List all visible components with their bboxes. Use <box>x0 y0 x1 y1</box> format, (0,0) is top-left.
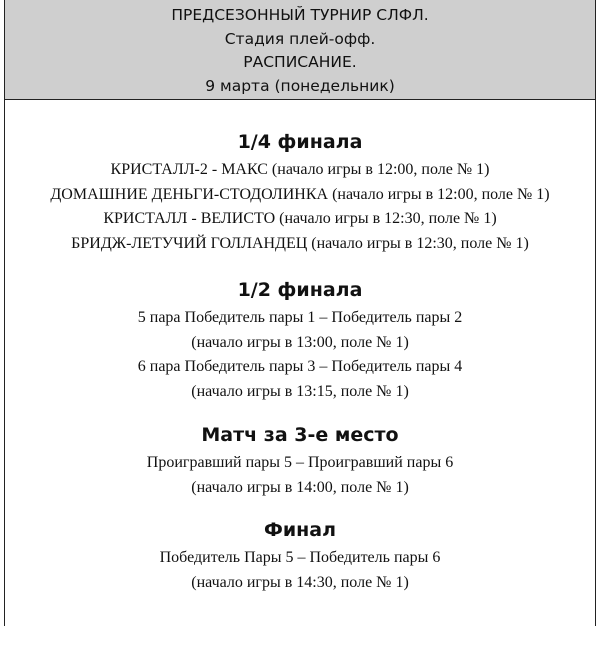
match-time-line: (начало игры в 14:00, поле № 1) <box>191 478 409 496</box>
section-title: 1/2 финала <box>237 279 363 301</box>
match-line: ДОМАШНИЕ ДЕНЬГИ-СТОДОЛИНКА (начало игры в 12:00, поле № 1) <box>50 185 550 203</box>
stage-subtitle: Стадия плей-офф. <box>224 29 376 48</box>
match-time-line: (начало игры в 14:30, поле № 1) <box>191 573 409 591</box>
document-frame <box>4 0 596 626</box>
schedule-heading: РАСПИСАНИЕ. <box>243 53 357 71</box>
match-time-line: (начало игры в 13:00, поле № 1) <box>191 333 409 351</box>
match-line: 5 пара Победитель пары 1 – Победитель пары 2 <box>137 309 463 326</box>
tournament-title: ПРЕДСЕЗОННЫЙ ТУРНИР СЛФЛ. <box>171 6 429 24</box>
match-line: БРИДЖ-ЛЕТУЧИЙ ГОЛЛАНДЕЦ (начало игры в 12:30, поле № 1) <box>71 234 529 252</box>
section-quarterfinals <box>5 130 595 256</box>
section-third-place <box>5 423 595 500</box>
section-title: 1/4 финала <box>237 131 363 153</box>
match-line: КРИСТАЛЛ - ВЕЛИСТО (начало игры в 12:30, поле № 1) <box>103 210 497 227</box>
section-semifinals <box>5 278 595 404</box>
section-title: Финал <box>263 519 337 541</box>
match-line: Проигравший пары 5 – Проигравший пары 6 <box>146 454 454 471</box>
date-line: 9 марта (понедельник) <box>205 76 395 95</box>
section-title: Матч за 3-е место <box>201 424 399 446</box>
section-final <box>5 518 595 595</box>
match-line: Победитель Пары 5 – Победитель пары 6 <box>159 549 441 566</box>
match-time-line: (начало игры в 13:15, поле № 1) <box>191 382 409 400</box>
header-block <box>5 0 595 100</box>
match-line: 6 пара Победитель пары 3 – Победитель пары 4 <box>137 358 463 375</box>
match-line: КРИСТАЛЛ-2 - МАКС (начало игры в 12:00, поле № 1) <box>110 161 490 178</box>
